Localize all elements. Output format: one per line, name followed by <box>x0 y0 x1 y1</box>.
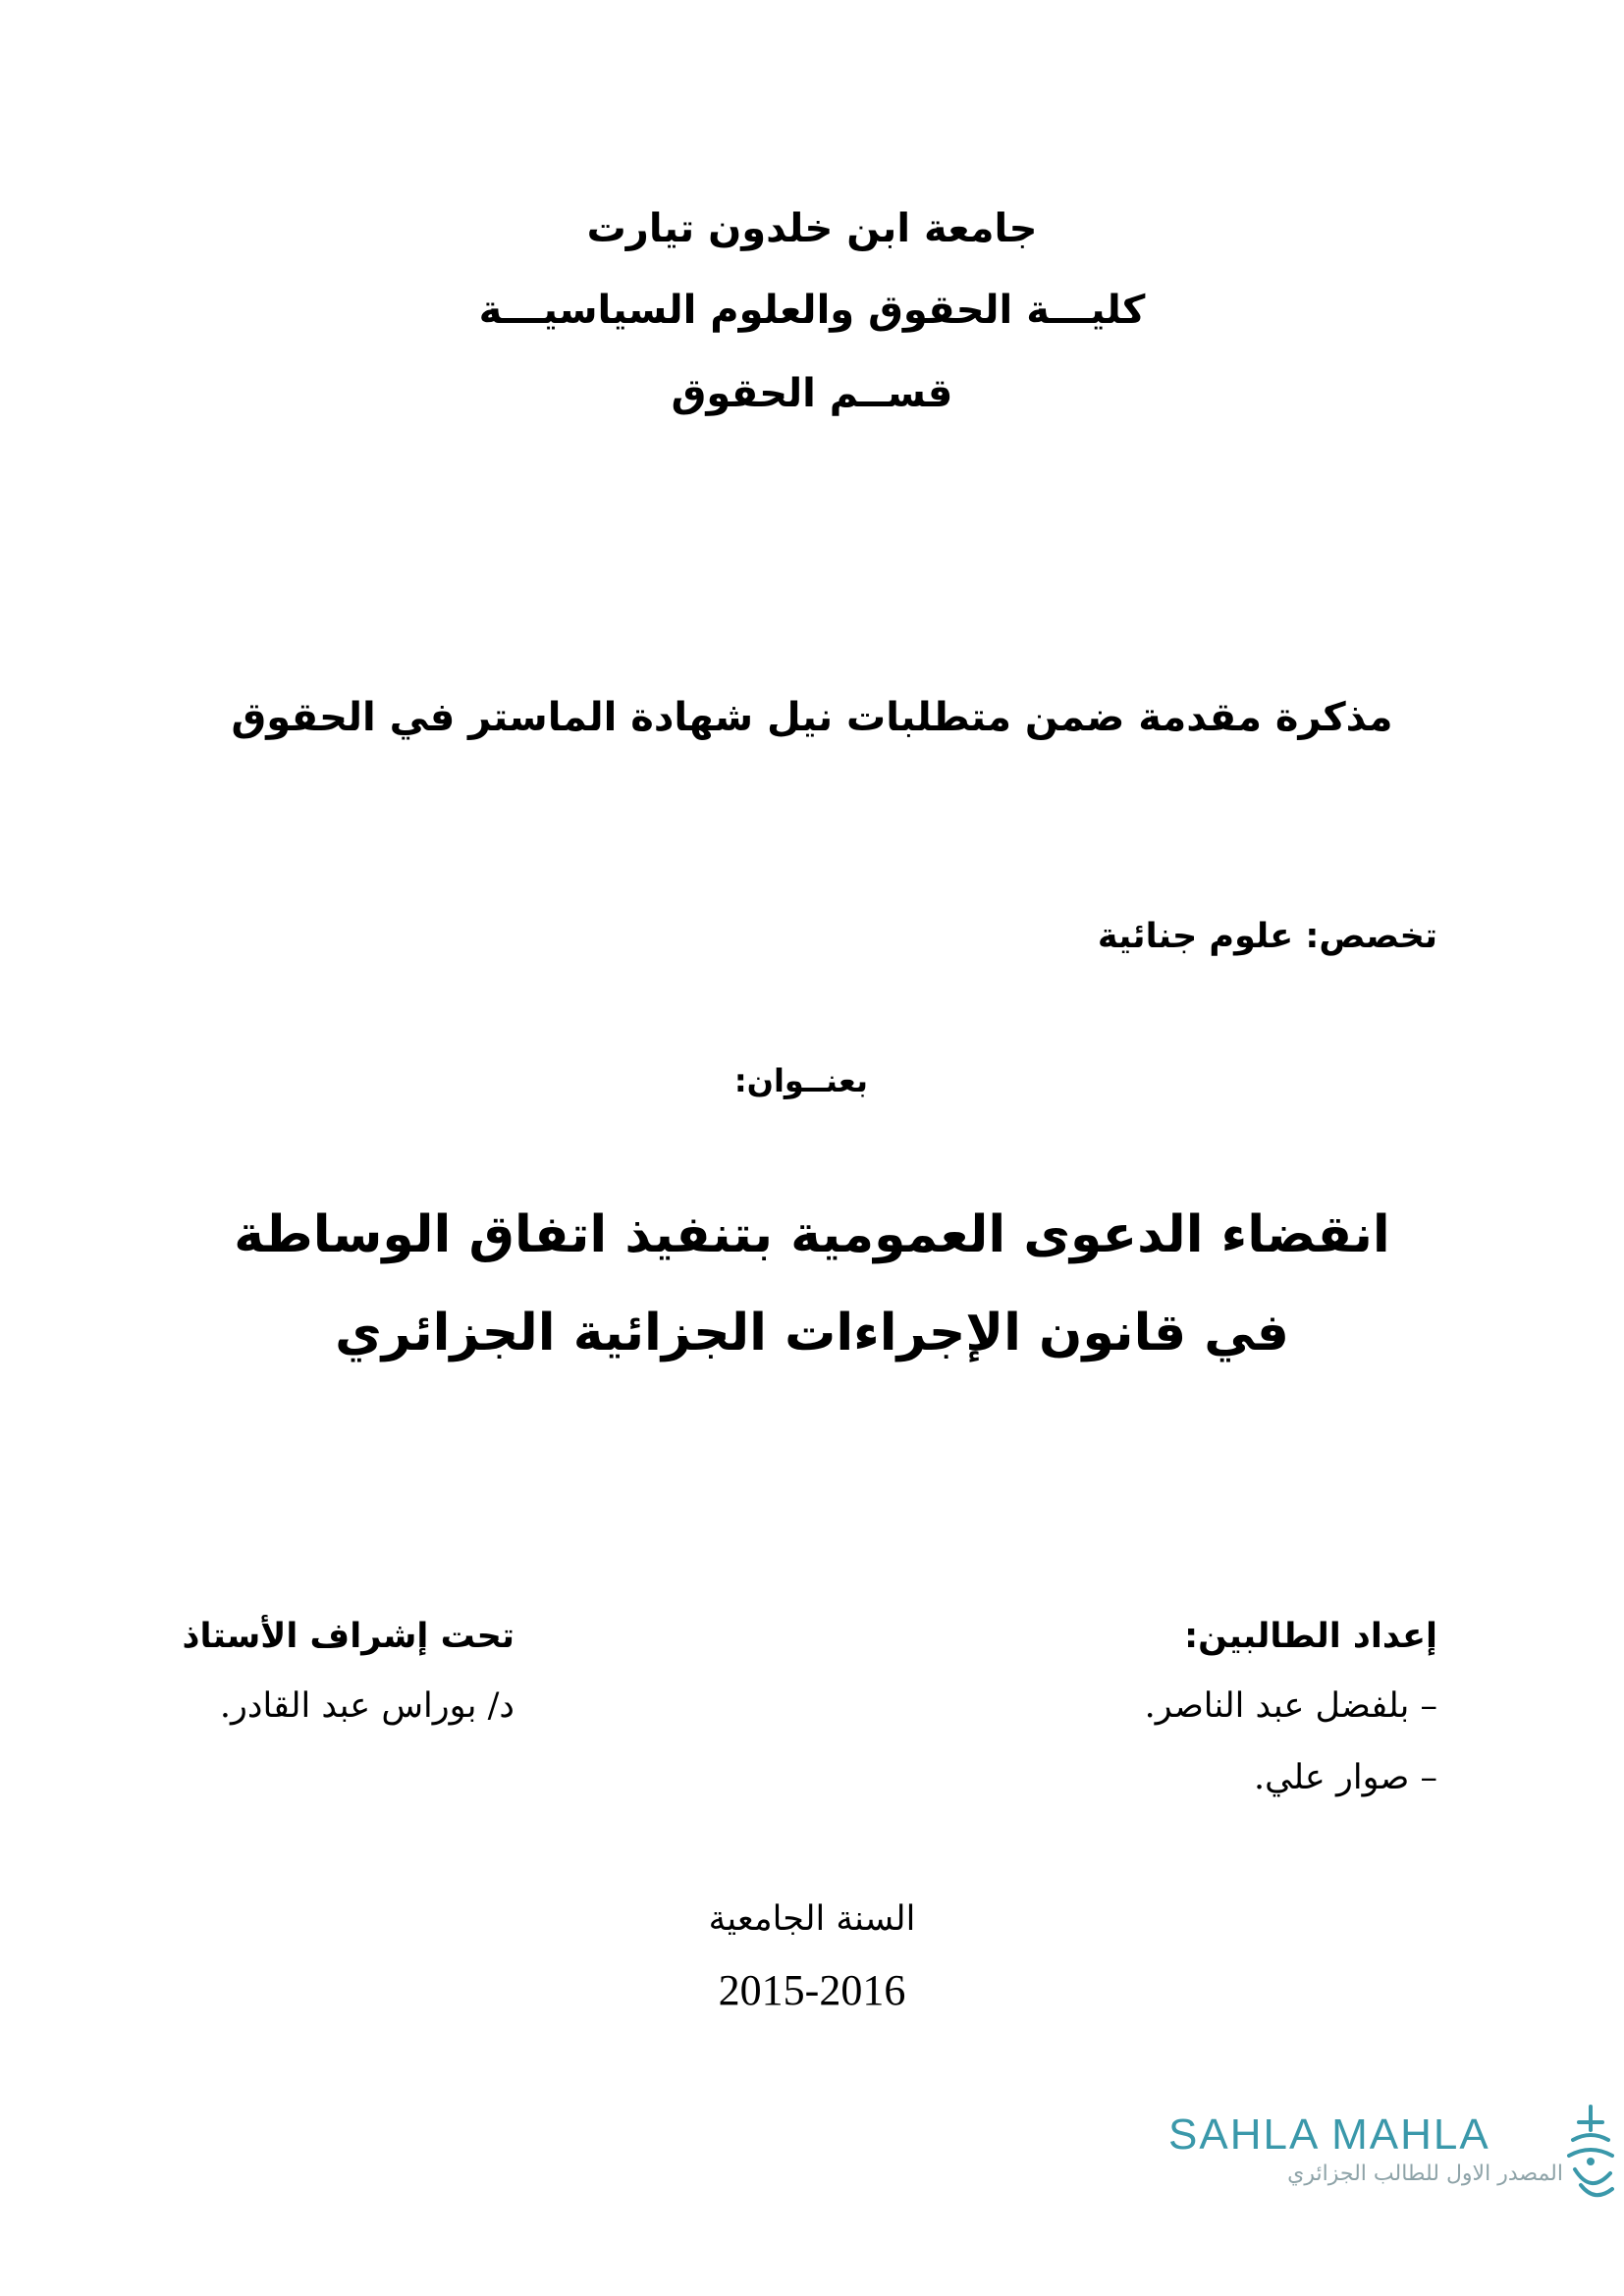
student-name: – صوار علي. <box>1254 1758 1437 1797</box>
watermark-brand: SAHLA MAHLA <box>1168 2110 1490 2159</box>
academic-year-value: 2015-2016 <box>718 1966 906 2014</box>
university-name: جامعة ابن خلدون تيارت <box>586 206 1038 251</box>
supervisor-name: د/ بوراس عبد القادر. <box>219 1686 514 1726</box>
students-heading: إعداد الطالبين: <box>1184 1617 1437 1656</box>
watermark-tagline: المصدر الاول للطالب الجزائري <box>1287 2162 1563 2186</box>
department-name: قســم الحقوق <box>671 371 953 416</box>
thesis-statement: مذكرة مقدمة ضمن متطلبات نيل شهادة الماستر في الحقوق <box>231 695 1393 740</box>
student-name: – بلفضل عبد الناصر. <box>1144 1686 1437 1726</box>
thesis-title-line-1: انقضاء الدعوى العمومية بتنفيذ اتفاق الوساطة <box>234 1205 1390 1264</box>
academic-year-label: السنة الجامعية <box>708 1899 916 1939</box>
title-label: بعنــوان: <box>733 1062 868 1099</box>
faculty-name: كليـــة الحقوق والعلوم السياسيـــة <box>478 288 1146 333</box>
specialization: تخصص: علوم جنائية <box>1097 917 1437 956</box>
supervisor-heading: تحت إشراف الأستاذ <box>182 1617 514 1656</box>
arabic-calligraphy-logo-icon <box>1561 2101 1620 2209</box>
thesis-title-line-2: في قانون الإجراءات الجزائية الجزائري <box>335 1304 1289 1362</box>
watermark <box>1168 2101 1620 2209</box>
